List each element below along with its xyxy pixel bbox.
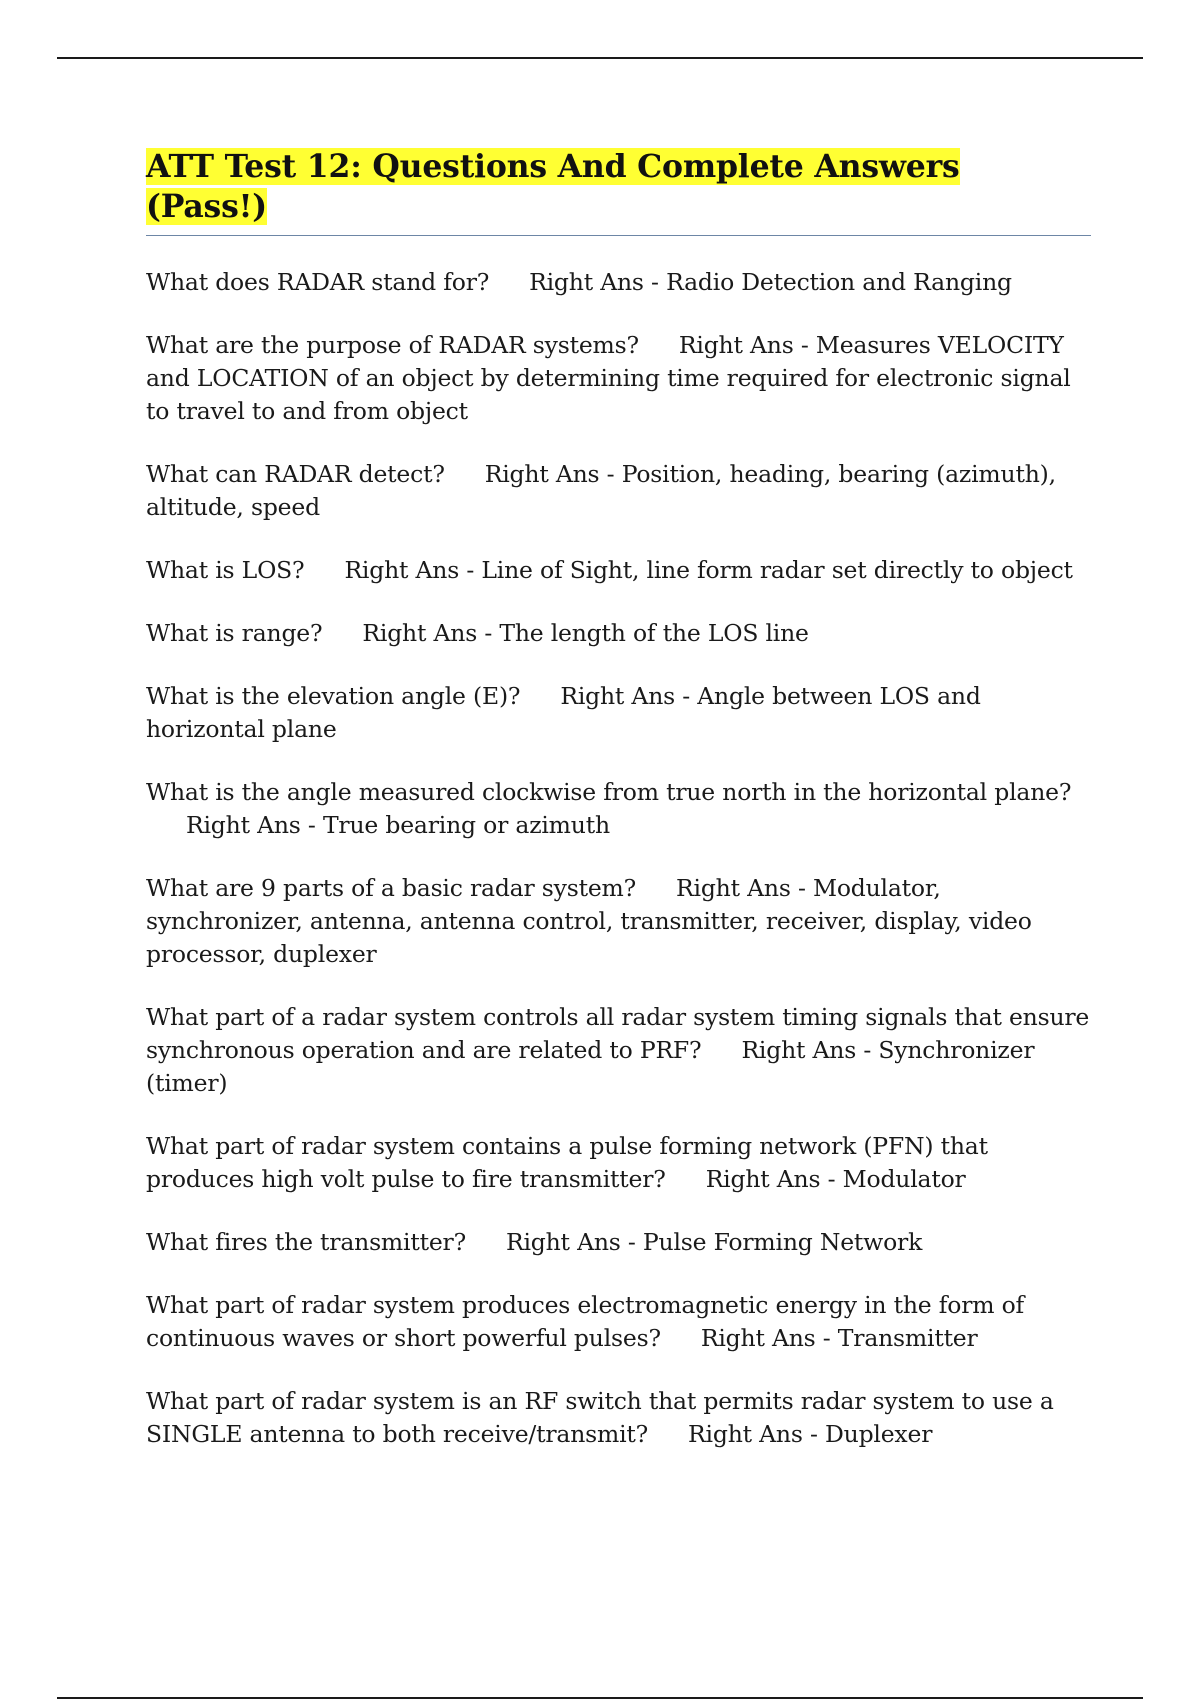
document-body	[146, 147, 1091, 1481]
answer: Right Ans - Transmitter	[700, 1324, 978, 1352]
question: What does RADAR stand for?	[146, 268, 490, 296]
qa-item-9	[146, 1001, 1091, 1100]
question: What is the elevation angle (E)?	[146, 682, 521, 710]
answer: Right Ans - Duplexer	[688, 1420, 933, 1448]
qa-item-6	[146, 680, 1091, 746]
question: What part of a radar system controls all radar system timing signals that ensure synchronous operation and are related to PRF?	[146, 1003, 1090, 1064]
document-title: ATT Test 12: Questions And Complete Answers (Pass!)	[146, 148, 960, 225]
answer: Right Ans - Modulator	[705, 1165, 966, 1193]
qa-item-4	[146, 554, 1091, 587]
answer: Right Ans - Measures VELOCITY and LOCATION of an object by determining time required for electronic signal to travel to and from object	[146, 331, 1071, 425]
question: What are 9 parts of a basic radar system?	[146, 874, 637, 902]
answer: Right Ans - Position, heading, bearing (azimuth), altitude, speed	[146, 460, 1056, 521]
question: What part of radar system is an RF switch that permits radar system to use a SINGLE antenna to both receive/transmit?	[146, 1387, 1054, 1448]
question: What part of radar system produces electromagnetic energy in the form of continuous waves or short powerful pulses?	[146, 1291, 1025, 1352]
qa-item-12	[146, 1289, 1091, 1355]
question: What is LOS?	[146, 556, 305, 584]
qa-item-13	[146, 1385, 1091, 1451]
page-bottom-rule	[57, 1697, 1143, 1699]
qa-item-1	[146, 266, 1091, 299]
answer: Right Ans - The length of the LOS line	[362, 619, 809, 647]
question: What can RADAR detect?	[146, 460, 445, 488]
answer: Right Ans - Angle between LOS and horizontal plane	[146, 682, 981, 743]
qa-item-11	[146, 1226, 1091, 1259]
qa-item-7	[146, 776, 1091, 842]
answer: Right Ans - Pulse Forming Network	[505, 1228, 923, 1256]
qa-item-3	[146, 458, 1091, 524]
question: What is range?	[146, 619, 323, 647]
question: What fires the transmitter?	[146, 1228, 466, 1256]
question: What part of radar system contains a pulse forming network (PFN) that produces high volt pulse to fire transmitter?	[146, 1132, 988, 1193]
answer: Right Ans - Modulator, synchronizer, antenna, antenna control, transmitter, receiver, display, video processor, duplexer	[146, 874, 1032, 968]
qa-item-8	[146, 872, 1091, 971]
answer: Right Ans - Synchronizer (timer)	[146, 1036, 1035, 1097]
page-top-rule	[57, 57, 1143, 59]
answer: Right Ans - Radio Detection and Ranging	[529, 268, 1012, 296]
qa-item-2	[146, 329, 1091, 428]
title-block	[146, 147, 1091, 236]
answer: Right Ans - True bearing or azimuth	[186, 811, 610, 839]
qa-item-5	[146, 617, 1091, 650]
question: What is the angle measured clockwise from true north in the horizontal plane?	[146, 778, 1072, 806]
qa-item-10	[146, 1130, 1091, 1196]
question: What are the purpose of RADAR systems?	[146, 331, 639, 359]
answer: Right Ans - Line of Sight, line form radar set directly to object	[344, 556, 1073, 584]
